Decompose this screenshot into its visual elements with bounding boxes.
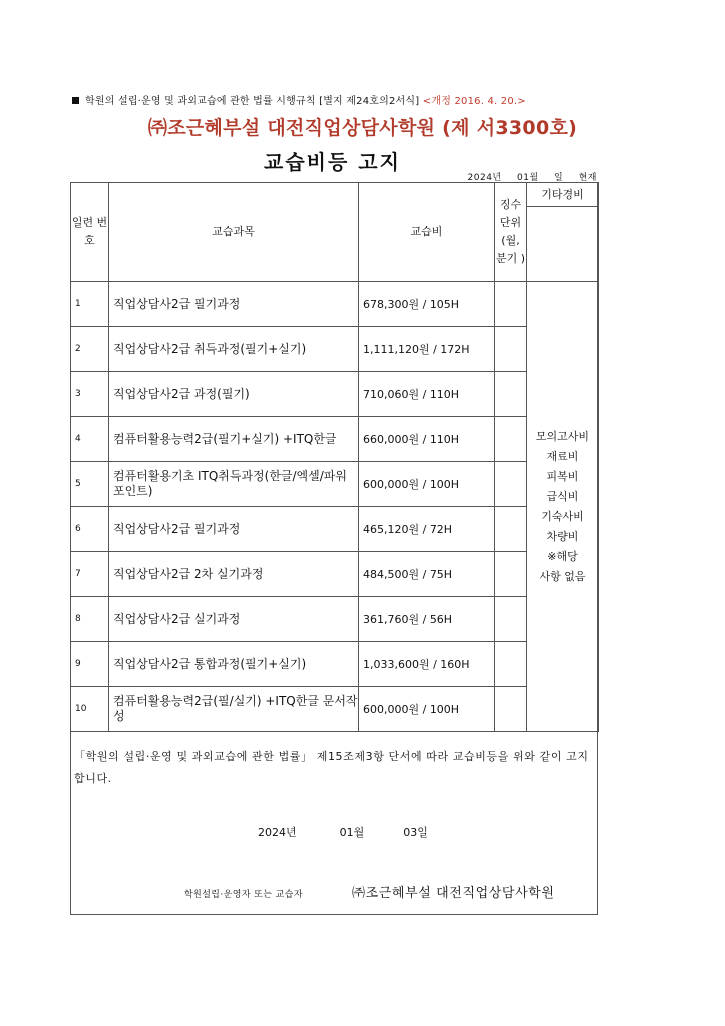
- row-course: 컴퓨터활용능력2급(필기+실기) +ITQ한글: [109, 417, 359, 462]
- table-row: [71, 372, 599, 417]
- row-serial-no: 10: [71, 687, 109, 732]
- other-expense-item: 기숙사비: [541, 509, 584, 523]
- row-serial-no: 2: [71, 327, 109, 372]
- row-fee: 600,000원 / 100H: [359, 687, 495, 732]
- row-serial-no: 9: [71, 642, 109, 687]
- table-row: [71, 507, 599, 552]
- row-fee: 361,760원 / 56H: [359, 597, 495, 642]
- issue-month: 01월: [339, 826, 365, 839]
- row-course: 직업상담사2급 취득과정(필기+실기): [109, 327, 359, 372]
- row-serial-no: 1: [71, 282, 109, 327]
- row-fee: 678,300원 / 105H: [359, 282, 495, 327]
- row-course: 직업상담사2급 2차 실기과정: [109, 552, 359, 597]
- legal-reference-text: 학원의 설립·운영 및 과외교습에 관한 법률 시행규칙 [별지 제24호의2서식]: [85, 96, 420, 107]
- row-collection-unit: [495, 372, 527, 417]
- row-fee: 660,000원 / 110H: [359, 417, 495, 462]
- header-course: 교습과목: [109, 183, 359, 282]
- row-fee: 710,060원 / 110H: [359, 372, 495, 417]
- issue-year: 2024년: [258, 826, 297, 839]
- row-course: 직업상담사2급 필기과정: [109, 507, 359, 552]
- revision-note: <개정 2016. 4. 20.>: [422, 96, 526, 107]
- row-collection-unit: [495, 462, 527, 507]
- row-serial-no: 4: [71, 417, 109, 462]
- table-row: [71, 282, 599, 327]
- row-fee: 600,000원 / 100H: [359, 462, 495, 507]
- table-row: [71, 462, 599, 507]
- row-fee: 484,500원 / 75H: [359, 552, 495, 597]
- issuer-label: 학원설립·운영자 또는 교습자: [184, 890, 303, 900]
- other-expenses-cell: [527, 282, 599, 732]
- row-serial-no: 3: [71, 372, 109, 417]
- fee-table: [70, 182, 599, 732]
- legal-reference: [72, 92, 526, 107]
- table-row: [71, 327, 599, 372]
- as-of-month: 01월: [517, 173, 539, 183]
- row-course: 직업상담사2급 과정(필기): [109, 372, 359, 417]
- row-collection-unit: [495, 687, 527, 732]
- row-collection-unit: [495, 282, 527, 327]
- row-serial-no: 5: [71, 462, 109, 507]
- other-expense-item: 차량비: [546, 529, 579, 543]
- table-row: [71, 552, 599, 597]
- academy-title: ㈜조근혜부설 대전직업상담사학원 (제 서3300호): [147, 117, 578, 139]
- row-course: 컴퓨터활용능력2급(필/실기) +ITQ한글 문서작성: [109, 687, 359, 732]
- row-course: 직업상담사2급 실기과정: [109, 597, 359, 642]
- row-course: 직업상담사2급 필기과정: [109, 282, 359, 327]
- as-of-suffix: 현재: [578, 173, 597, 183]
- issue-date: [258, 824, 428, 840]
- row-course: 컴퓨터활용기초 ITQ취득과정(한글/엑셀/파워포인트): [109, 462, 359, 507]
- row-serial-no: 6: [71, 507, 109, 552]
- row-collection-unit: [495, 597, 527, 642]
- table-row: [71, 642, 599, 687]
- row-collection-unit: [495, 507, 527, 552]
- row-collection-unit: [495, 327, 527, 372]
- row-collection-unit: [495, 417, 527, 462]
- issuer-name: ㈜조근혜부설 대전직업상담사학원: [352, 886, 555, 901]
- table-row: [71, 597, 599, 642]
- bullet-square-icon: [72, 97, 79, 104]
- notice-text: 「학원의 설립·운영 및 과외교습에 관한 법률」 제15조제3항 단서에 따라 교습비등을 위와 같이 고지합니다.: [74, 750, 589, 785]
- other-expense-item: 모의고사비: [535, 429, 590, 443]
- other-expense-item: 피복비: [546, 469, 579, 483]
- table-row: [71, 687, 599, 732]
- other-expense-item: 급식비: [546, 489, 579, 503]
- as-of-year: 2024년: [467, 173, 502, 183]
- header-fee: 교습비: [359, 183, 495, 282]
- row-serial-no: 7: [71, 552, 109, 597]
- row-fee: 465,120원 / 72H: [359, 507, 495, 552]
- row-fee: 1,033,600원 / 160H: [359, 642, 495, 687]
- row-collection-unit: [495, 642, 527, 687]
- row-fee: 1,111,120원 / 172H: [359, 327, 495, 372]
- other-expense-item: 재료비: [546, 449, 579, 463]
- header-collection-unit: 징수 단위 (월, 분기 ): [495, 183, 527, 282]
- other-expense-item: ※해당: [547, 549, 578, 563]
- other-expenses-header-blank: [527, 207, 599, 282]
- header-other-expenses: 기타경비: [527, 183, 599, 207]
- table-row: [71, 417, 599, 462]
- document-title: 교습비등 고지: [264, 150, 401, 174]
- as-of-day: 일: [554, 173, 564, 183]
- row-serial-no: 8: [71, 597, 109, 642]
- issue-day: 03일: [403, 826, 428, 839]
- header-serial-no: 일련 번호: [71, 183, 109, 282]
- row-course: 직업상담사2급 통합과정(필기+실기): [109, 642, 359, 687]
- other-expense-item: 사항 없음: [539, 569, 586, 583]
- row-collection-unit: [495, 552, 527, 597]
